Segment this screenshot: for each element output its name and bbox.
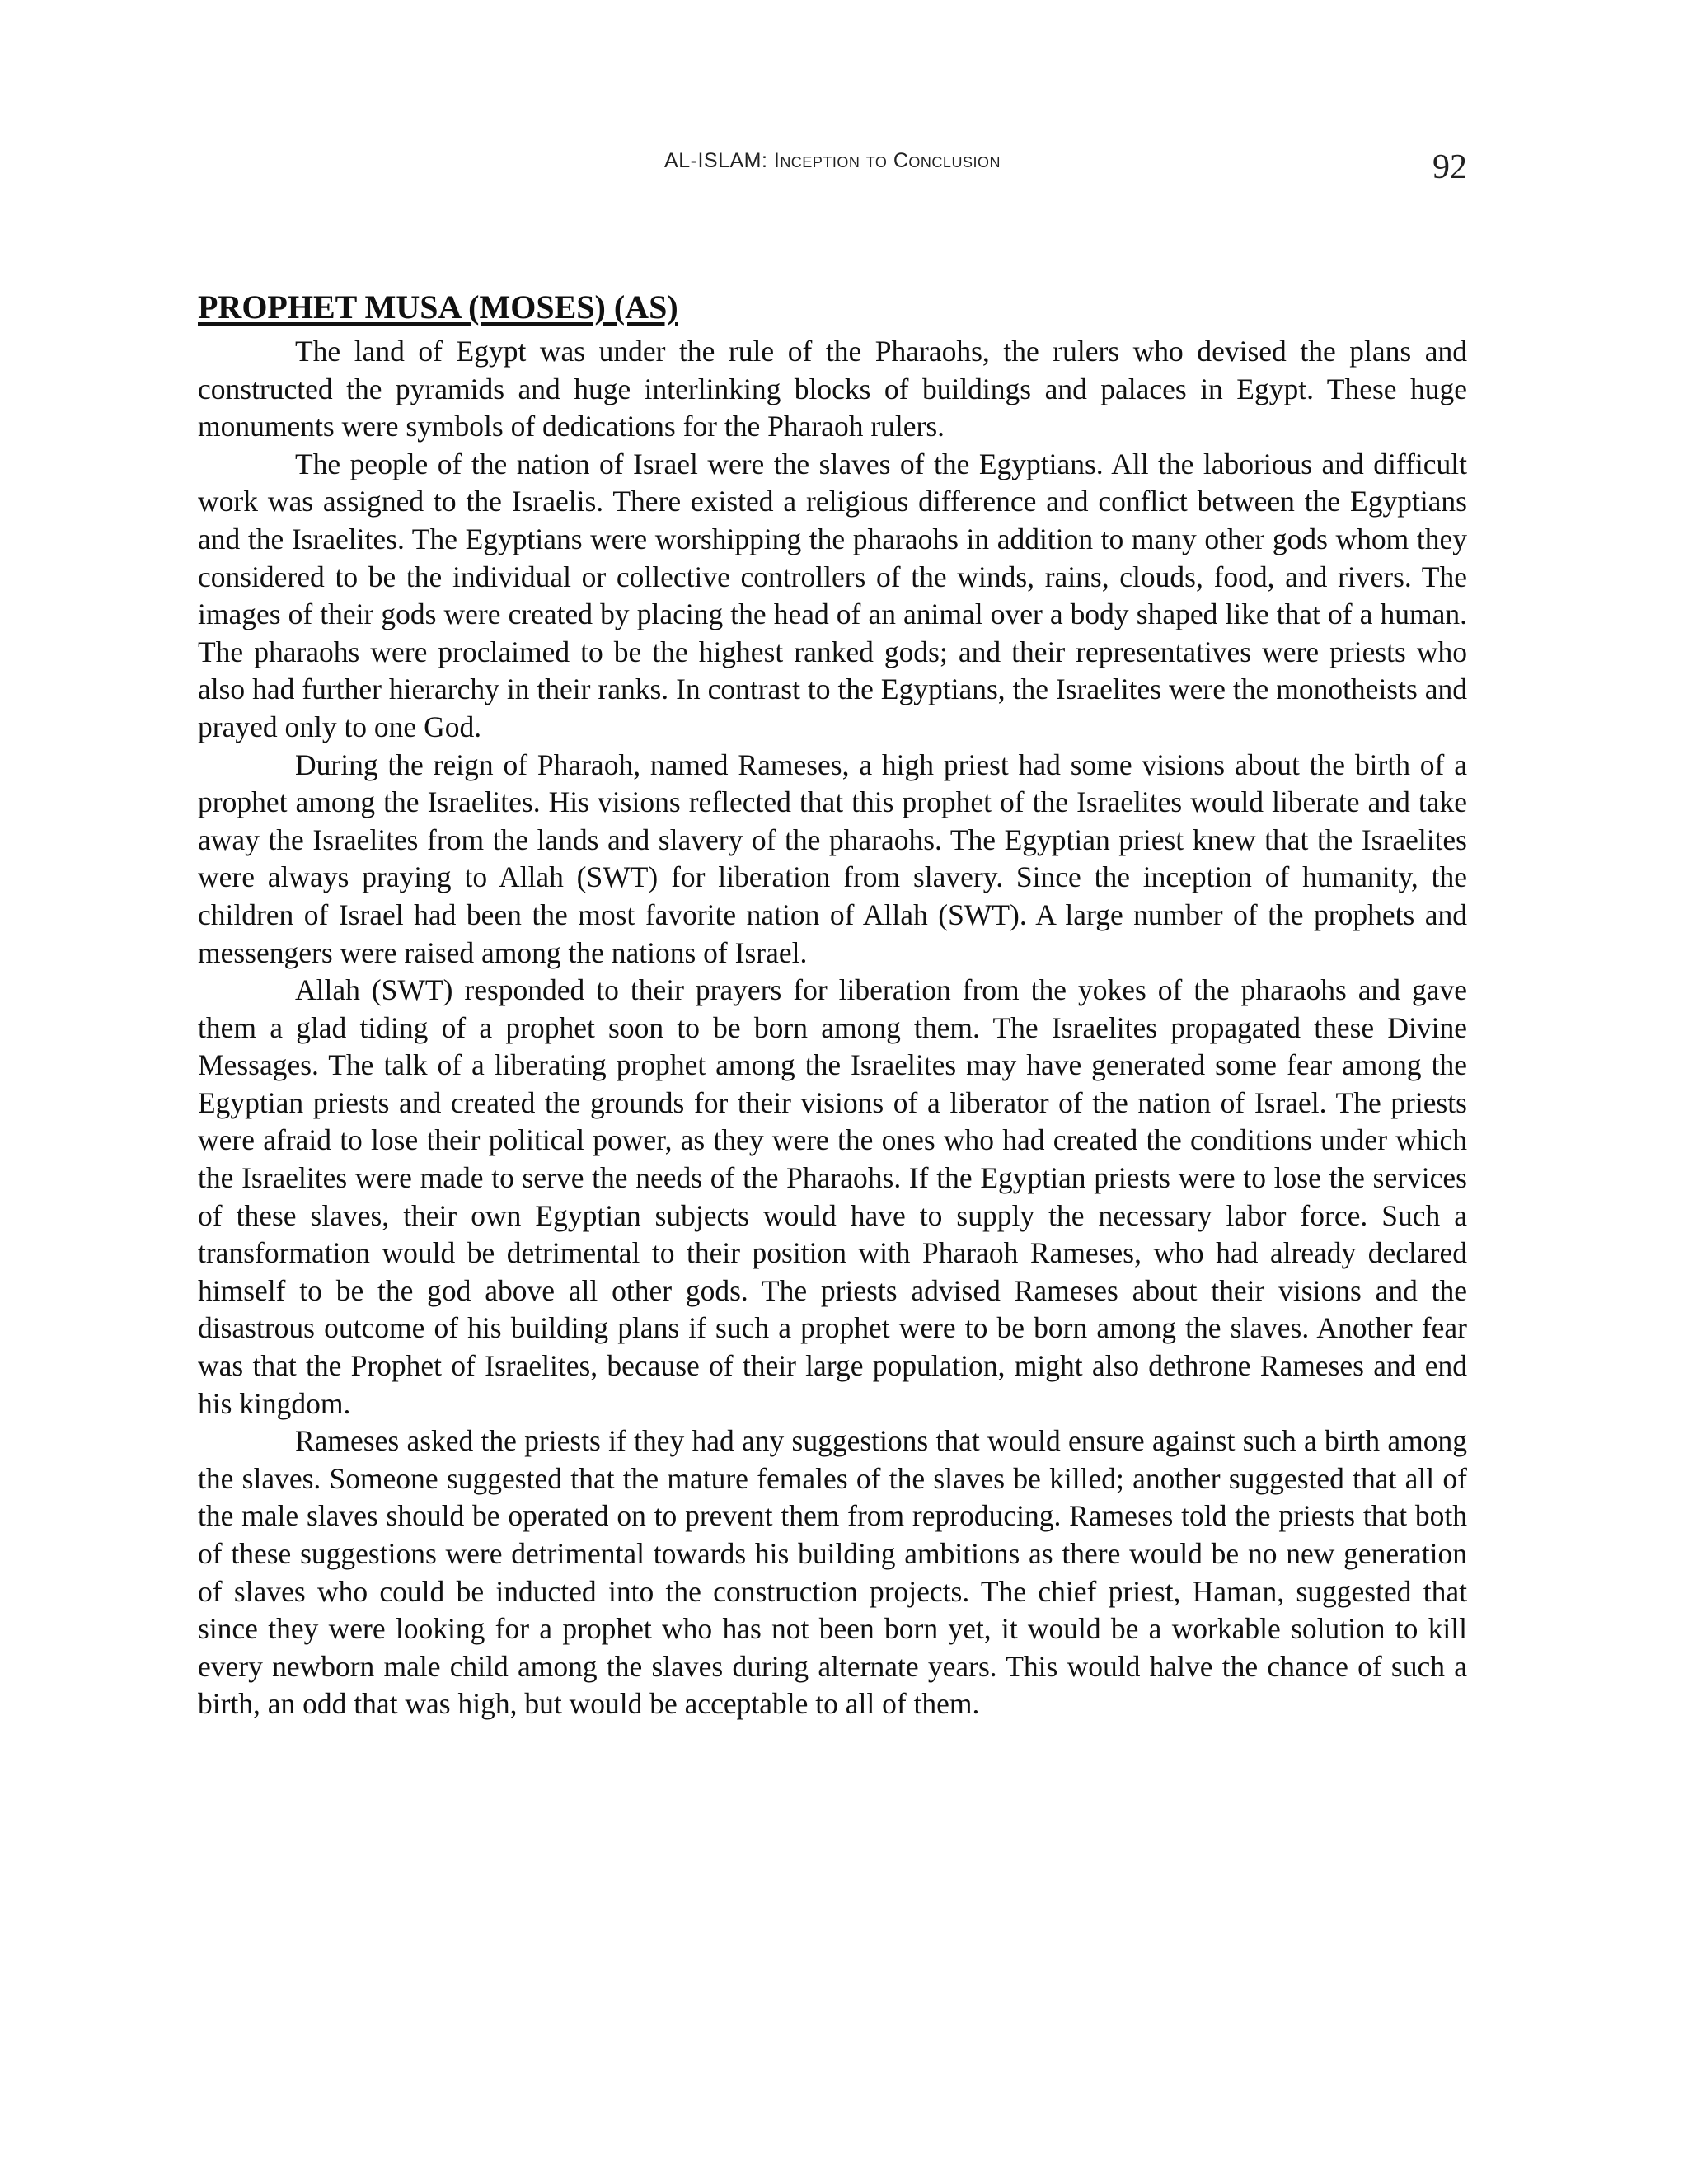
- paragraph-4: Allah (SWT) responded to their prayers for liberation from the yokes of the pharaohs and gave them a glad tiding of a prophet soon to be born among them. The Israelites propagated these Divine Messages. The talk of a liberating prophet among the Israelites may have generated some fear among the Egyptian priests and created the grounds for their visions of a liberator of the nation of Israel. The priests were afraid to lose their political power, as they were the ones who had created the conditions under which the Israelites were made to serve the needs of the Pharaohs. If the Egyptian priests were to lose the services of these slaves, their own Egyptian subjects would have to supply the necessary labor force. Such a transformation would be detrimental to their position with Pharaoh Rameses, who had already declared himself to be the god above all other gods. The priests advised Rameses about their visions and the disastrous outcome of his building plans if such a prophet were to be born among the slaves. Another fear was that the Prophet of Israelites, because of their large population, might also dethrone Rameses and end his kingdom.: [198, 973, 1467, 1420]
- paragraph-2: The people of the nation of Israel were the slaves of the Egyptians. All the laborious and difficult work was assigned to the Israelis. There existed a religious difference and conflict between the Egyptians and the Israelites. The Egyptians were worshipping the pharaohs in addition to many other gods whom they considered to be the individual or collective controllers of the winds, rains, clouds, food, and rivers. The images of their gods were created by placing the head of an animal over a body shaped like that of a human. The pharaohs were proclaimed to be the highest ranked gods; and their representatives were priests who also had further hierarchy in their ranks. In contrast to the Egyptians, the Israelites were the monotheists and prayed only to one God.: [198, 447, 1467, 743]
- paragraph-1: The land of Egypt was under the rule of the Pharaohs, the rulers who devised the plans and constructed the pyramids and huge interlinking blocks of buildings and palaces in Egypt. These huge monuments were symbols of dedications for the Pharaoh rulers.: [198, 335, 1467, 443]
- section-content: [198, 288, 1467, 1723]
- running-title: AL-ISLAM: Inception to Conclusion: [664, 149, 1001, 172]
- paragraph-3: During the reign of Pharaoh, named Rameses, a high priest had some visions about the birth of a prophet among the Israelites. His visions reflected that this prophet of the Israelites would liberate and take away the Israelites from the lands and slavery of the pharaohs. The Egyptian priest knew that the Israelites were always praying to Allah (SWT) for liberation from slavery. Since the inception of humanity, the children of Israel had been the most favorite nation of Allah (SWT). A large number of the prophets and messengers were raised among the nations of Israel.: [198, 748, 1467, 969]
- section-title: PROPHET MUSA (MOSES) (AS): [198, 288, 678, 326]
- paragraph-5: Rameses asked the priests if they had any suggestions that would ensure against such a birth among the slaves. Someone suggested that the mature females of the slaves be killed; another suggested that all of the male slaves should be operated on to prevent them from reproducing. Rameses told the priests that both of these suggestions were detrimental towards his building ambitions as there would be no new generation of slaves who could be inducted into the construction projects. The chief priest, Haman, suggested that since they were looking for a prophet who has not been born yet, it would be a workable solution to kill every newborn male child among the slaves during alternate years. This would halve the chance of such a birth, an odd that was high, but would be acceptable to all of them.: [198, 1424, 1467, 1721]
- page-number: 92: [1432, 148, 1467, 186]
- running-header: [198, 149, 1467, 190]
